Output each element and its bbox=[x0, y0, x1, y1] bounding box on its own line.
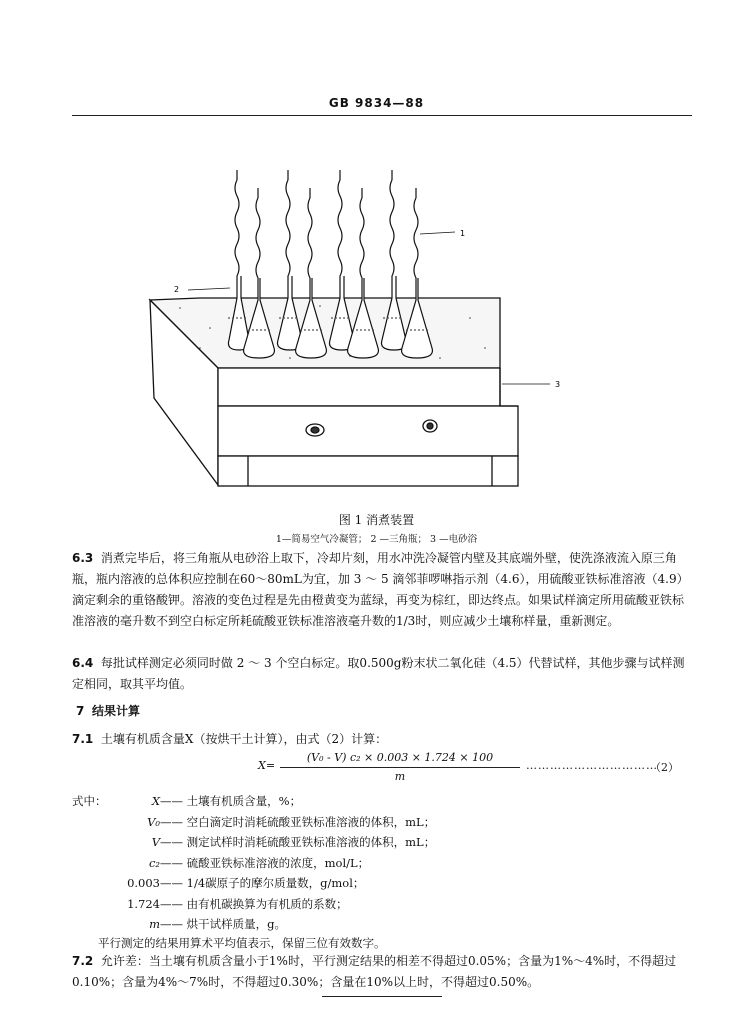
flask-8 bbox=[402, 188, 433, 358]
formula-lhs: X= bbox=[258, 759, 276, 772]
paragraph-7-2 bbox=[72, 951, 692, 993]
definition-intro: 式中： bbox=[72, 794, 107, 808]
paragraph-6-3 bbox=[72, 548, 692, 632]
flask-6 bbox=[348, 188, 379, 358]
clause-number: 6.3 bbox=[72, 551, 94, 565]
flask-2 bbox=[244, 188, 275, 358]
heater-base bbox=[218, 456, 518, 486]
callout-label-2: 2 bbox=[174, 285, 180, 294]
header-rule bbox=[72, 115, 692, 116]
standard-code-header: GB 9834—88 bbox=[328, 96, 425, 110]
clause-number: 7.2 bbox=[72, 954, 94, 968]
definition-c2: c₂—— 硫酸亚铁标准溶液的浓度，mol/L； bbox=[148, 856, 370, 870]
formula-numerator: (V₀ - V) c₂ × 0.003 × 1.724 × 100 bbox=[306, 751, 494, 764]
clause-text: 允许差：当土壤有机质含量小于1%时，平行测定结果的相差不得超过0.05%；含量为1%～4%时，不得超过0.10%；含量为4%～7%时，不得超过0.30%；含量在10%以上时，不得超过0.50%。 bbox=[72, 954, 677, 989]
leader-1 bbox=[420, 232, 455, 234]
equation-number: （2） bbox=[650, 761, 679, 774]
paragraph-6-4 bbox=[72, 653, 692, 695]
definition-m: m—— 烘干试样质量，g。 bbox=[149, 917, 287, 931]
formula-2 bbox=[258, 749, 688, 789]
figure-legend: 1—简易空气冷凝管； 2 —三角瓶； 3 —电砂浴 bbox=[275, 534, 478, 545]
paragraph-7-1 bbox=[72, 729, 692, 750]
callout-label-1: 1 bbox=[460, 229, 466, 238]
section-title: 结果计算 bbox=[92, 704, 141, 718]
paragraph-mean: 平行测定的结果用算术平均值表示，保留三位有效数字。 bbox=[98, 936, 386, 950]
clause-text: 每批试样测定必须同时做 2 ～ 3 个空白标定。取0.500g粉末状二氧化硅（4.5）代替试样，其他步骤与试样测定相同，取其平均值。 bbox=[72, 656, 685, 691]
definition-1-724: 1.724—— 由有机碳换算为有机质的系数； bbox=[127, 897, 348, 911]
formula-denominator: m bbox=[394, 770, 406, 783]
clause-text: 土壤有机质含量X（按烘干土计算），由式（2）计算： bbox=[100, 732, 388, 746]
definition-0-003: 0.003—— 1/4碳原子的摩尔质量数，g/mol； bbox=[127, 876, 365, 890]
heater-body bbox=[218, 406, 518, 456]
fraction-bar bbox=[280, 767, 520, 768]
leader-2 bbox=[188, 288, 230, 290]
clause-text: 消煮完毕后，将三角瓶从电砂浴上取下，冷却片刻，用水冲洗冷凝管内壁及其底端外壁，使洗涤液流入原三角瓶，瓶内溶液的总体积应控制在60～80mL为宜，加 3 ～ 5 滴邻菲啰啉指示剂（4.6），用硫酸亚铁标准溶液（4.9）滴定剩余的重铬酸钾。溶液的变色过程是先由橙黄变为蓝绿，再变为棕红，即达终点。如果试样滴定所用硫酸亚铁标准溶液的毫升数不到空白标定所耗硫酸亚铁标准溶液毫升数的1/3时，则应减少土壤称样量，重新测定。 bbox=[72, 551, 689, 628]
section-heading-7: 7 结果计算 bbox=[76, 704, 141, 718]
flask-4 bbox=[296, 188, 327, 358]
digestion-apparatus-figure bbox=[140, 158, 580, 503]
clause-number: 7.1 bbox=[72, 732, 94, 746]
callout-label-3: 3 bbox=[555, 380, 561, 389]
definition-v0: V₀—— 空白滴定时消耗硫酸亚铁标准溶液的体积，mL； bbox=[147, 815, 436, 829]
formula-leader-dots: …………………………… bbox=[526, 759, 658, 772]
sand-bath-front-panel bbox=[218, 368, 500, 406]
definition-v: V—— 测定试样时消耗硫酸亚铁标准溶液的体积，mL； bbox=[151, 835, 436, 849]
footer-rule bbox=[322, 996, 442, 997]
definition-x: X—— 土壤有机质含量，%； bbox=[151, 794, 302, 808]
clause-number: 6.4 bbox=[72, 656, 94, 670]
figure-title: 图 1 消煮装置 bbox=[338, 513, 415, 527]
